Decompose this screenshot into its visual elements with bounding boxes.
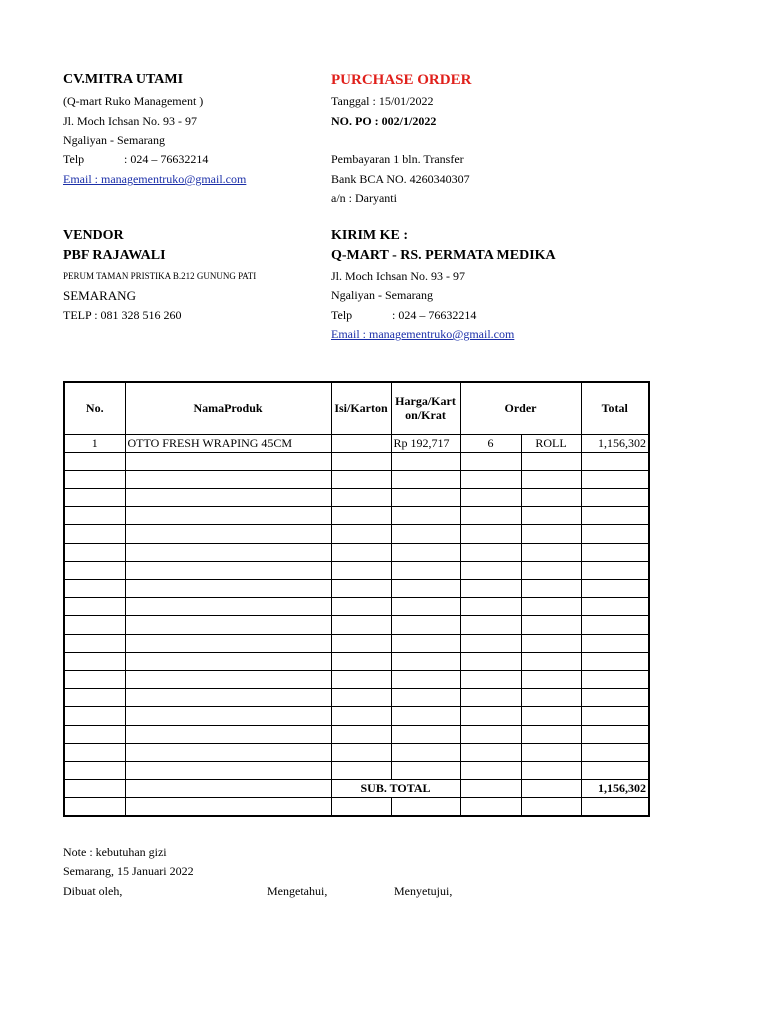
vendor-city: SEMARANG xyxy=(63,288,136,303)
vendor-label: VENDOR xyxy=(63,228,124,243)
header-product: NamaProduk xyxy=(125,382,331,434)
ship-address: Jl. Moch Ichsan No. 93 - 97 xyxy=(331,269,465,283)
table-row xyxy=(64,670,649,688)
header-harga-line1: Harga/Kart xyxy=(395,394,456,409)
header-no: No. xyxy=(64,382,125,434)
empty-rows xyxy=(64,452,649,779)
ship-email-link[interactable]: Email : managementruko@gmail.com xyxy=(331,327,515,341)
company-telp-value: : 024 – 76632214 xyxy=(124,152,209,166)
vendor-telp: TELP : 081 328 516 260 xyxy=(63,308,182,322)
signature-mengetahui: Mengetahui, xyxy=(267,884,328,898)
row-total: 1,156,302 xyxy=(581,434,649,452)
table-row xyxy=(64,798,649,816)
header-harga xyxy=(391,382,460,434)
table-row xyxy=(64,525,649,543)
po-date: Tanggal : 15/01/2022 xyxy=(331,94,434,108)
row-unit: ROLL xyxy=(521,434,581,452)
vendor-name: PBF RAJAWALI xyxy=(63,248,166,263)
company-telp-label: Telp xyxy=(63,152,85,166)
table-row xyxy=(64,434,649,452)
po-number: NO. PO : 002/1/2022 xyxy=(331,114,437,128)
table-row xyxy=(64,561,649,579)
po-payment: Pembayaran 1 bln. Transfer xyxy=(331,152,464,166)
signature-menyetujui: Menyetujui, xyxy=(394,884,453,898)
header-isi: Isi/Karton xyxy=(331,382,391,434)
table-row xyxy=(64,616,649,634)
row-qty: 6 xyxy=(460,434,521,452)
place-date: Semarang, 15 Januari 2022 xyxy=(63,864,194,878)
company-address: Jl. Moch Ichsan No. 93 - 97 xyxy=(63,114,197,128)
company-city: Ngaliyan - Semarang xyxy=(63,133,165,147)
po-account-name: a/n : Daryanti xyxy=(331,191,397,205)
table-row xyxy=(64,707,649,725)
table-row xyxy=(64,725,649,743)
company-subtitle: (Q-mart Ruko Management ) xyxy=(63,94,204,108)
subtotal-value: 1,156,302 xyxy=(581,780,649,798)
table-row xyxy=(64,470,649,488)
note-text: Note : kebutuhan gizi xyxy=(63,845,167,859)
table-row xyxy=(64,652,649,670)
signature-dibuat: Dibuat oleh, xyxy=(63,884,123,898)
row-no: 1 xyxy=(64,434,125,452)
table-row xyxy=(64,543,649,561)
table-row xyxy=(64,689,649,707)
ship-city: Ngaliyan - Semarang xyxy=(331,288,433,302)
ship-telp-label: Telp xyxy=(331,308,353,322)
subtotal-row xyxy=(64,780,649,798)
header-total: Total xyxy=(581,382,649,434)
ship-name: Q-MART - RS. PERMATA MEDIKA xyxy=(331,248,556,263)
header-harga-line2: on/Krat xyxy=(405,408,446,423)
row-product: OTTO FRESH WRAPING 45CM xyxy=(125,434,331,452)
row-harga: Rp 192,717 xyxy=(391,434,460,452)
row-isi xyxy=(331,434,391,452)
ship-label: KIRIM KE : xyxy=(331,228,408,243)
table-row xyxy=(64,580,649,598)
table-row xyxy=(64,634,649,652)
subtotal-label: SUB. TOTAL xyxy=(331,780,460,798)
po-title: PURCHASE ORDER xyxy=(331,72,472,88)
po-bank: Bank BCA NO. 4260340307 xyxy=(331,172,470,186)
ship-telp-value: : 024 – 76632214 xyxy=(392,308,477,322)
company-email-link[interactable]: Email : managementruko@gmail.com xyxy=(63,172,247,186)
vendor-address: PERUM TAMAN PRISTIKA B.212 GUNUNG PATI xyxy=(63,271,257,281)
company-name: CV.MITRA UTAMI xyxy=(63,72,184,87)
order-table xyxy=(63,381,650,817)
table-row xyxy=(64,761,649,779)
table-row xyxy=(64,489,649,507)
table-row xyxy=(64,598,649,616)
table-row xyxy=(64,452,649,470)
table-row xyxy=(64,507,649,525)
table-header-row xyxy=(64,382,649,434)
header-order: Order xyxy=(460,382,581,434)
table-row xyxy=(64,743,649,761)
